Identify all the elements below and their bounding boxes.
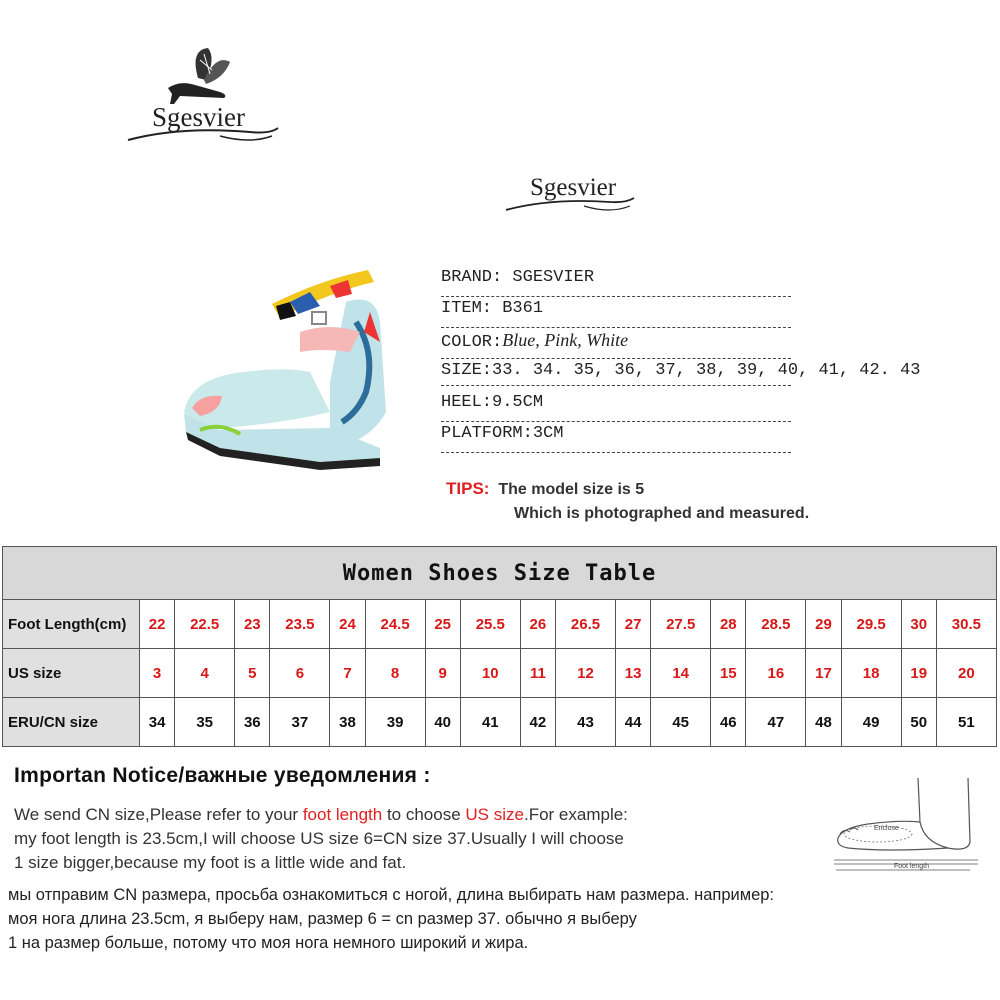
table-cell: 45 bbox=[651, 698, 711, 747]
table-cell: 46 bbox=[711, 698, 746, 747]
table-cell: 26.5 bbox=[555, 600, 615, 649]
table-cell: 3 bbox=[140, 649, 175, 698]
table-cell: 24 bbox=[330, 600, 365, 649]
table-cell: 27 bbox=[616, 600, 651, 649]
spec-platform-label: PLATFORM: bbox=[441, 424, 533, 443]
spec-size-value: 33. 34. 35, 36, 37, 38, 39, 40, 41, 42. 43 bbox=[492, 361, 921, 380]
table-cell: 41 bbox=[460, 698, 520, 747]
table-cell: 28.5 bbox=[746, 600, 806, 649]
table-cell: 4 bbox=[175, 649, 235, 698]
table-cell: 24.5 bbox=[365, 600, 425, 649]
spec-color bbox=[441, 330, 791, 359]
tips bbox=[446, 479, 644, 499]
table-row-foot-length bbox=[3, 600, 997, 649]
spec-brand bbox=[441, 268, 791, 297]
table-cell: 15 bbox=[711, 649, 746, 698]
table-cell: 27.5 bbox=[651, 600, 711, 649]
notice-en-line3: 1 size bigger,because my foot is a little wide and fat. bbox=[14, 853, 407, 872]
size-table bbox=[2, 546, 997, 747]
tips-line2: Which is photographed and measured. bbox=[514, 505, 810, 522]
table-cell: 6 bbox=[270, 649, 330, 698]
spec-heel-label: HEEL: bbox=[441, 393, 493, 412]
foot-diagram bbox=[828, 772, 993, 882]
table-cell: 40 bbox=[425, 698, 460, 747]
table-cell: 11 bbox=[520, 649, 555, 698]
table-cell: 43 bbox=[555, 698, 615, 747]
wedge-sandal-icon bbox=[180, 262, 410, 472]
table-cell: 14 bbox=[651, 649, 711, 698]
spec-item-label: ITEM: bbox=[441, 299, 493, 318]
spec-heel-value: 9.5CM bbox=[492, 393, 544, 412]
row-header: Foot Length(cm) bbox=[3, 600, 140, 649]
notice-text: to choose bbox=[382, 805, 466, 824]
table-cell: 34 bbox=[140, 698, 175, 747]
size-table-title: Women Shoes Size Table bbox=[3, 547, 997, 600]
spec-platform-value: 3CM bbox=[532, 424, 564, 443]
product-image bbox=[180, 262, 410, 472]
table-cell: 20 bbox=[936, 649, 996, 698]
spec-brand-value: SGESVIER bbox=[512, 268, 595, 287]
notice-en-line1 bbox=[14, 805, 628, 825]
table-cell: 25 bbox=[425, 600, 460, 649]
notice-highlight-foot-length: foot length bbox=[302, 805, 383, 824]
table-cell: 23 bbox=[235, 600, 270, 649]
foot-length-label: Foot length bbox=[894, 863, 930, 870]
table-cell: 36 bbox=[235, 698, 270, 747]
table-cell: 16 bbox=[746, 649, 806, 698]
table-cell: 30.5 bbox=[936, 600, 996, 649]
table-cell: 23.5 bbox=[270, 600, 330, 649]
foot-measure-icon bbox=[828, 772, 993, 882]
table-cell: 13 bbox=[616, 649, 651, 698]
row-header: ERU/CN size bbox=[3, 698, 140, 747]
notice-en-line2: my foot length is 23.5cm,I will choose US size 6=CN size 37.Usually I will choose bbox=[14, 829, 624, 848]
brand-logo bbox=[120, 40, 290, 150]
notice-ru-line3: 1 на размер больше, потому что моя нога немного широкий и жира. bbox=[8, 934, 529, 952]
spec-item bbox=[441, 299, 791, 328]
table-cell: 39 bbox=[365, 698, 425, 747]
notice-ru-line2: моя нога длина 23.5cm, я выберу нам, размер 6 = cn размер 37. обычно я выберу bbox=[8, 910, 637, 928]
table-cell: 49 bbox=[841, 698, 901, 747]
table-cell: 17 bbox=[806, 649, 841, 698]
table-cell: 12 bbox=[555, 649, 615, 698]
notice-title: Importan Notice/важные уведомления : bbox=[14, 764, 431, 787]
table-cell: 8 bbox=[365, 649, 425, 698]
table-cell: 26 bbox=[520, 600, 555, 649]
row-header: US size bbox=[3, 649, 140, 698]
brand-logo-text: Sgesvier bbox=[152, 102, 245, 132]
spec-item-value: B361 bbox=[502, 299, 544, 318]
table-cell: 29.5 bbox=[841, 600, 901, 649]
table-cell: 47 bbox=[746, 698, 806, 747]
butterfly-heel-logo-icon bbox=[120, 40, 290, 150]
table-row-us-size bbox=[3, 649, 997, 698]
table-cell: 30 bbox=[901, 600, 936, 649]
table-cell: 9 bbox=[425, 649, 460, 698]
table-cell: 35 bbox=[175, 698, 235, 747]
notice-highlight-us-size: US size bbox=[465, 805, 524, 824]
table-cell: 10 bbox=[460, 649, 520, 698]
table-cell: 5 bbox=[235, 649, 270, 698]
spec-color-value: Blue, Pink, White bbox=[502, 330, 629, 350]
spec-size-label: SIZE: bbox=[441, 361, 493, 380]
table-cell: 42 bbox=[520, 698, 555, 747]
spec-platform bbox=[441, 424, 791, 453]
table-cell: 44 bbox=[616, 698, 651, 747]
spec-size-divider bbox=[441, 385, 791, 386]
table-cell: 51 bbox=[936, 698, 996, 747]
notice-ru-line1: мы отправим CN размера, просьба ознакомиться с ногой, длина выбирать нам размера. например: bbox=[8, 886, 775, 904]
table-row-eu-cn-size bbox=[3, 698, 997, 747]
notice-text: We send CN size,Please refer to your bbox=[14, 805, 303, 824]
tips-line1: The model size is 5 bbox=[498, 481, 645, 498]
tips-label: TIPS: bbox=[446, 479, 490, 498]
table-cell: 48 bbox=[806, 698, 841, 747]
spec-brand-label: BRAND: bbox=[441, 268, 503, 287]
spec-color-label: COLOR: bbox=[441, 333, 503, 352]
brand-logo-small-text: Sgesvier bbox=[530, 174, 617, 201]
table-cell: 19 bbox=[901, 649, 936, 698]
table-cell: 7 bbox=[330, 649, 365, 698]
notice-text: .For example: bbox=[523, 805, 628, 824]
table-cell: 50 bbox=[901, 698, 936, 747]
table-cell: 22 bbox=[140, 600, 175, 649]
enclose-label: Enclose bbox=[874, 825, 899, 832]
table-cell: 28 bbox=[711, 600, 746, 649]
table-cell: 18 bbox=[841, 649, 901, 698]
table-cell: 25.5 bbox=[460, 600, 520, 649]
spec-heel bbox=[441, 393, 791, 422]
table-cell: 38 bbox=[330, 698, 365, 747]
brand-logo-small bbox=[500, 170, 640, 220]
table-cell: 37 bbox=[270, 698, 330, 747]
table-cell: 29 bbox=[806, 600, 841, 649]
table-cell: 22.5 bbox=[175, 600, 235, 649]
